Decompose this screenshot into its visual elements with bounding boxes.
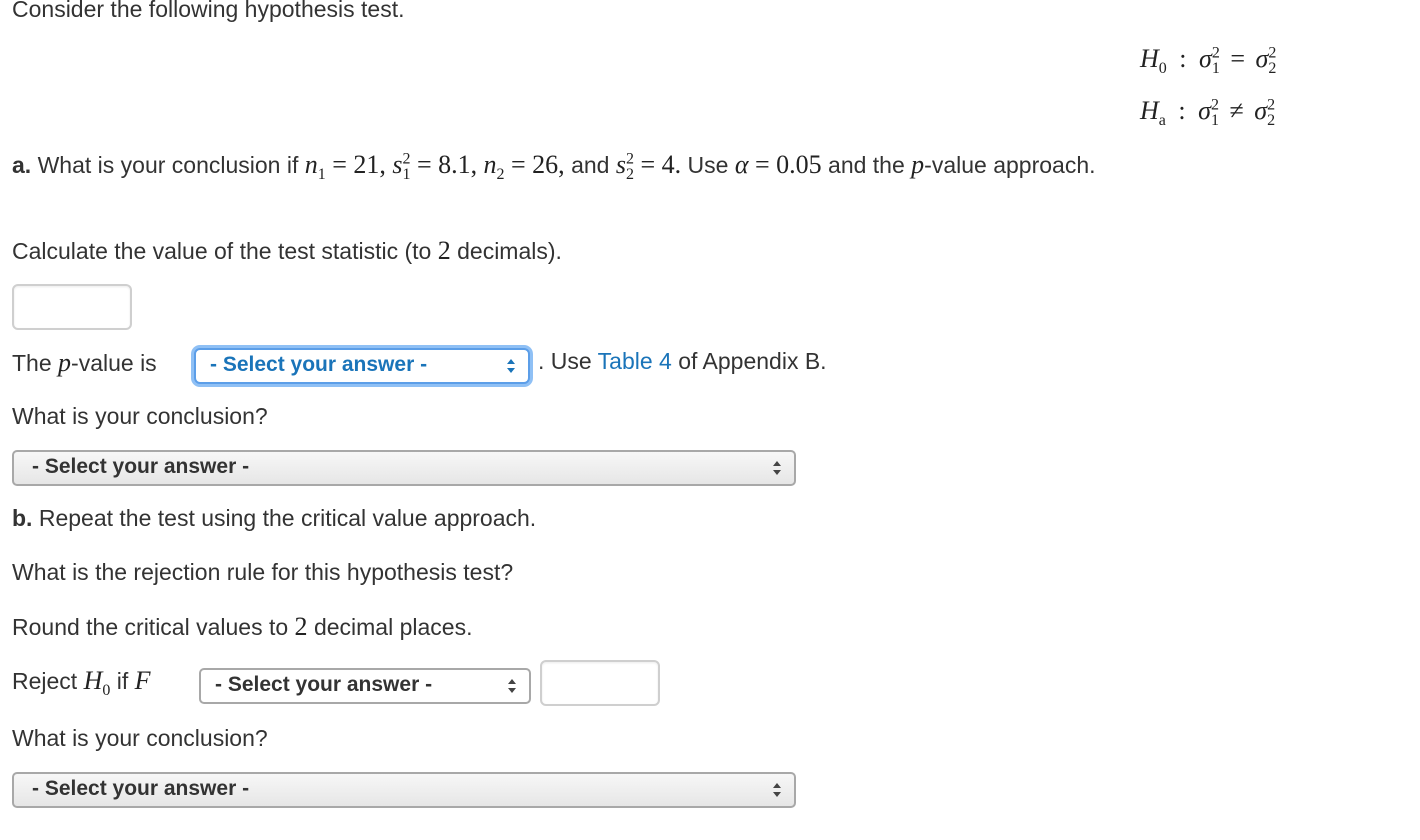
select-arrows-icon [772,459,782,477]
conclusion-select-b[interactable] [12,772,796,808]
round-instruction: Round the critical values to 2 decimal places. [12,612,473,641]
conclusion-select-b-label: - Select your answer - [32,777,250,800]
rejection-rule-select[interactable] [199,668,531,704]
rejection-rule-question: What is the rejection rule for this hypothesis test? [12,559,514,585]
critical-value-input[interactable] [540,660,660,706]
intro-text: Consider the following hypothesis test. [12,0,405,22]
alternative-hypothesis: $H_a$ : $\sigma^2_1 \ne \sigma^2_2$ [1140,96,1276,130]
conclusion-question-a: What is your conclusion? [12,403,268,429]
rejection-rule-select-label: - Select your answer - [215,673,433,696]
p-value-select[interactable] [194,348,530,384]
conclusion-select-a[interactable] [12,450,796,486]
table-reference: . Use Table 4 of Appendix B. [538,348,827,374]
null-hypothesis: $H_0$ : $\sigma^2_1 = \sigma^2_2$ [1140,44,1277,78]
part-a-question: a. What is your conclusion if $n_1 = 21$, $s^2_1 = 8.1$, $n_2 = 26$, and $s^2_2 = 4$. Use α = 0.05 and the p-value approach. [12,150,1096,184]
calc-instruction: Calculate the value of the test statistic (to 2 decimals). [12,236,562,265]
p-value-select-label: - Select your answer - [210,353,428,376]
select-arrows-icon [507,677,517,695]
reject-rule-label: Reject $H_0$ if F [12,666,151,700]
select-arrows-icon [772,781,782,799]
part-b-instruction: b. Repeat the test using the critical value approach. [12,505,537,531]
conclusion-select-a-label: - Select your answer - [32,455,250,478]
table-4-link[interactable]: Table 4 [597,348,672,374]
test-statistic-input[interactable] [12,284,132,330]
select-arrows-icon [506,357,516,375]
conclusion-question-b: What is your conclusion? [12,725,268,751]
p-value-label: The p-value is [12,348,157,377]
